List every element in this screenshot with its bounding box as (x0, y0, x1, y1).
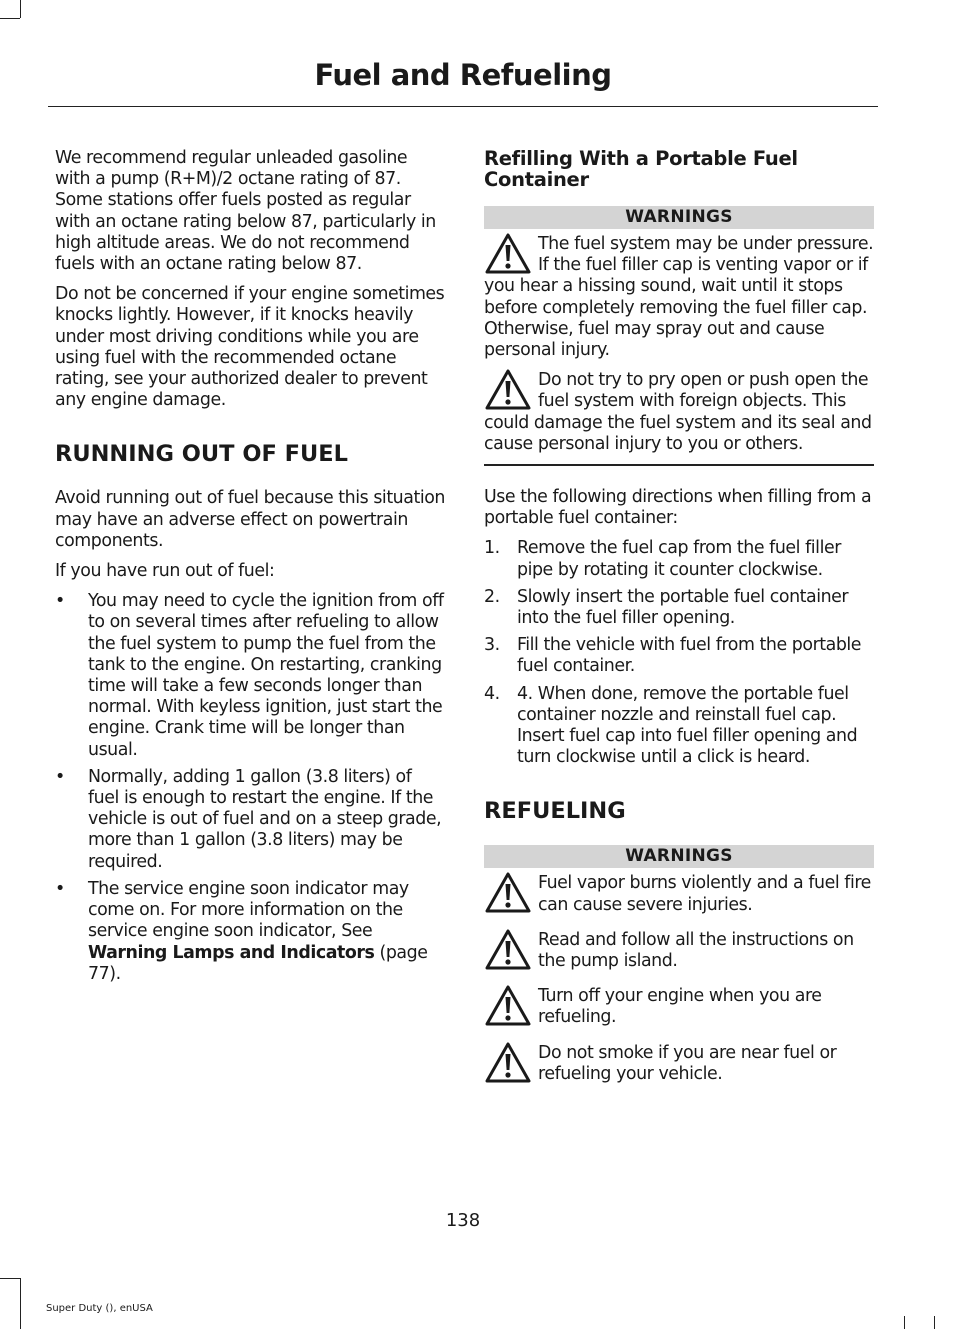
step-number: 1. (484, 538, 500, 559)
running-out-paragraph: Avoid running out of fuel because this situation may have an adverse effect on powertrain components. (55, 488, 445, 551)
warning-item (484, 930, 874, 972)
warning-text: Turn off your engine when you are refueling. (538, 986, 822, 1028)
warning-triangle-icon (484, 871, 532, 915)
list-item (484, 587, 874, 629)
right-column (484, 148, 874, 1099)
warning-lamps-link[interactable]: Warning Lamps and Indicators (88, 942, 375, 963)
warning-item (484, 873, 874, 915)
warning-text: Do not smoke if you are near fuel or refueling your vehicle. (538, 1042, 837, 1084)
left-column (55, 148, 447, 991)
title-divider (48, 106, 878, 107)
step-number: 4. (484, 683, 500, 704)
list-item (55, 879, 447, 985)
portable-steps (484, 538, 874, 768)
list-item (55, 591, 447, 761)
crop-mark (934, 1316, 935, 1329)
list-item (484, 538, 874, 580)
list-item (55, 767, 447, 873)
warnings-end-rule (484, 464, 874, 466)
warning-triangle-icon (484, 928, 532, 972)
running-out-bullets (55, 591, 447, 985)
warning-triangle-icon (484, 1041, 532, 1085)
running-out-paragraph: If you have run out of fuel: (55, 561, 275, 582)
step-number: 3. (484, 635, 500, 656)
bullet-text: You may need to cycle the ignition from off to on several times after refueling to allow the fuel system to pump the fuel from the tank to the engine. On restarting, cranking time will take a few seconds longer than normal. With keyless ignition, just start the engine. Crank time will be longer than usual. (88, 591, 444, 760)
intro-paragraph: We recommend regular unleaded gasoline with a pump (R+M)/2 octane rating of 87. Some stations offer fuels posted as regular with an octane rating below 87, particularly in high altitude areas. We do not recommend fuels with an octane rating below 87. (55, 148, 436, 275)
warning-item (484, 986, 874, 1028)
crop-mark (0, 18, 20, 19)
step-number: 2. (484, 586, 500, 607)
step-text: 4. When done, remove the portable fuel container nozzle and reinstall fuel cap. Insert fuel cap into fuel filler opening and turn clockwise until a click is heard. (517, 683, 858, 768)
warning-text: Fuel vapor burns violently and a fuel fire can cause severe injuries. (538, 873, 871, 915)
bullet-dot: • (55, 591, 65, 612)
list-item (484, 684, 874, 769)
warning-item (484, 234, 874, 361)
warning-triangle-icon (484, 232, 532, 276)
step-text: Remove the fuel cap from the fuel filler pipe by rotating it counter clockwise. (517, 538, 841, 580)
warning-item (484, 1043, 874, 1085)
bullet-text: The service engine soon indicator may come on. For more information on the service engine soon indicator, See (88, 878, 409, 942)
warning-text: The fuel system may be under pressure. If the fuel filler cap is venting vapor or if you hear a hissing sound, wait until it stops before completely removing the fuel filler cap. Otherwise, fuel may spray out and cause personal injury. (484, 234, 874, 361)
intro-paragraph: Do not be concerned if your engine sometimes knocks lightly. However, if it knocks heavily under most driving conditions while you are using fuel with the recommended octane rating, see your authorized dealer to prevent any engine damage. (55, 284, 445, 411)
portable-intro: Use the following directions when filling from a portable fuel container: (484, 487, 872, 529)
running-out-heading: RUNNING OUT OF FUEL (55, 441, 349, 468)
crop-mark (20, 0, 21, 18)
warnings-header: WARNINGS (484, 845, 874, 868)
bullet-dot: • (55, 878, 65, 899)
list-item (484, 635, 874, 677)
bullet-text: Normally, adding 1 gallon (3.8 liters) of fuel is enough to restart the engine. If the vehicle is out of fuel and on a steep grade, more than 1 gallon (3.8 liters) may be required. (88, 766, 442, 872)
warning-triangle-icon (484, 984, 532, 1028)
crop-mark (20, 1278, 21, 1329)
crop-mark (904, 1316, 905, 1329)
bullet-dot: • (55, 766, 65, 787)
refueling-heading: REFUELING (484, 798, 626, 825)
warning-triangle-icon (484, 368, 532, 412)
document-label: Super Duty (), enUSA (46, 1303, 153, 1314)
crop-mark (0, 1278, 20, 1279)
portable-container-heading: Refilling With a Portable Fuel Container (484, 147, 798, 191)
warning-item (484, 370, 874, 455)
warning-text: Do not try to pry open or push open the fuel system with foreign objects. This could damage the fuel system and its seal and cause personal injury to you or others. (484, 370, 872, 454)
step-text: Fill the vehicle with fuel from the portable fuel container. (517, 635, 862, 677)
page-reference: (page 77). (88, 942, 428, 984)
warning-text: Read and follow all the instructions on the pump island. (538, 929, 854, 972)
step-text: Slowly insert the portable fuel container into the fuel filler opening. (517, 586, 849, 629)
warnings-header: WARNINGS (484, 206, 874, 229)
refueling-warnings (484, 873, 874, 1085)
page-title: Fuel and Refueling (314, 58, 612, 92)
page-number: 138 (445, 1210, 481, 1231)
